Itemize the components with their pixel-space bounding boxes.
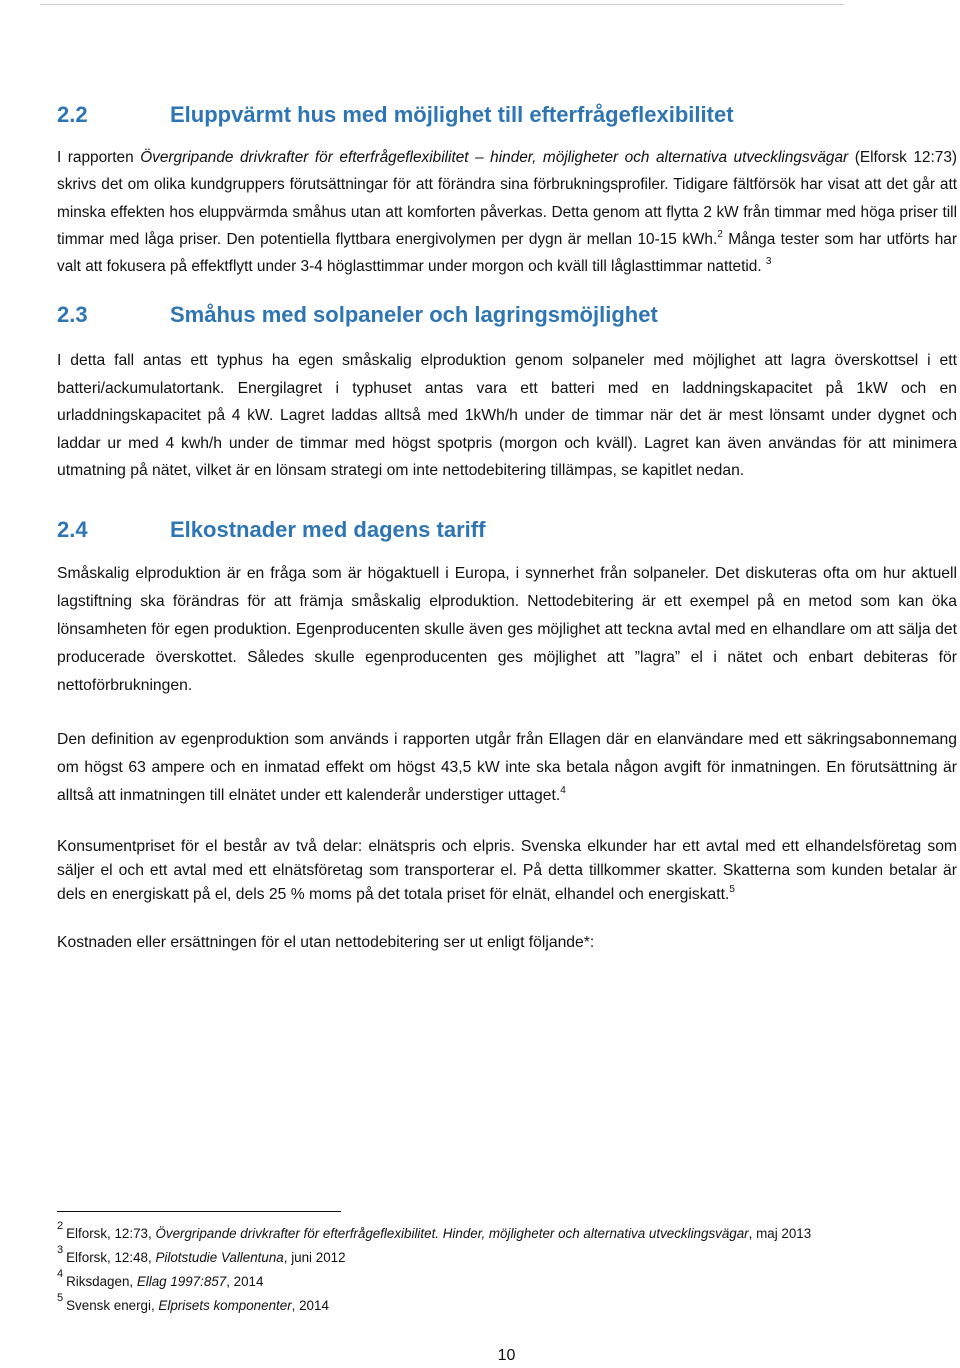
- footnote-title: Elprisets komponenter: [158, 1298, 292, 1313]
- page-content: [57, 98, 957, 955]
- text-run: I rapporten: [57, 149, 141, 166]
- footnote-text: Elforsk, 12:48,: [66, 1250, 156, 1265]
- text-run: Många tester som har utförts har valt att fokusera på effektflytt under 3-4 höglasttimmar under morgon och kväll till låglasttimmar nattetid.: [57, 230, 957, 276]
- section-number: 2.2: [57, 102, 88, 127]
- footnote-ref-4[interactable]: 4: [560, 784, 566, 796]
- paragraph-definition: [57, 726, 957, 810]
- paragraph-elkostnader: Småskalig elproduktion är en fråga som är högaktuell i Europa, i synnerhet från solpaneler. Det diskuteras ofta om hur aktuell lagstiftning ska förändras för att främja småskalig elproduktion. Nettodebitering är ett exempel på en metod som kan öka lönsamheten för egen produktion. Egenproducenten skulle även ges möjlighet att teckna avtal med en elhandlare om att sälja det producerade överskottet. Således skulle egenproducenten ges möjlighet att ”lagra” el i nätet och enbart debiteras för nettoförbrukningen.: [57, 564, 957, 694]
- footnote-text: , 2014: [226, 1274, 264, 1289]
- footnote-text: , 2014: [291, 1298, 329, 1313]
- header-rule: [40, 4, 844, 5]
- section-title: Småhus med solpaneler och lagringsmöjlighet: [170, 302, 658, 328]
- footnote-separator: [57, 1211, 341, 1212]
- footnote-number: 3: [57, 1244, 64, 1256]
- text-run: (Elforsk 12:73) skrivs det om olika kundgruppers förutsättningar för att förändra sina förbrukningsprofiler. Tidigare fältförsök har visat att det går att minska effekten hos eluppvärmda småhus utan att komforten påverkas. Detta genom att flytta 2 kW från timmar med höga priser till timmar med låga priser. Den potentiella flyttbara energivolymen per dygn är mellan 10-15 kWh.: [57, 149, 958, 248]
- section-number: 2.3: [57, 302, 88, 328]
- section-number: 2.4: [57, 516, 88, 542]
- paragraph-konsumentpris: [57, 835, 957, 907]
- section-heading-2-2: [57, 98, 957, 132]
- text-run: Den definition av egenproduktion som används i rapporten utgår från Ellagen där en elanvändare med ett säkringsabonnemang om högst 63 ampere och en inmatad effekt om högst 43,5 kW inte ska betala någon avgift för inmatningen. En förutsättning är alltså att inmatningen till elnätet under ett kalenderår understiger uttaget.: [57, 730, 957, 804]
- footnote-text: Elforsk, 12:73,: [66, 1226, 156, 1241]
- footnote-number: 5: [57, 1292, 64, 1304]
- page-number: 10: [497, 1347, 516, 1364]
- footnote-ref-5[interactable]: 5: [729, 883, 735, 895]
- section-title: Eluppvärmt hus med möjlighet till efterfrågeflexibilitet: [170, 102, 734, 127]
- footnote-item: [57, 1294, 957, 1318]
- section-heading-2-3: [57, 298, 957, 332]
- footnote-ref-2[interactable]: 2: [717, 228, 723, 240]
- footnote-ref-3[interactable]: 3: [765, 256, 772, 268]
- footnote-title: Ellag 1997:857: [136, 1274, 227, 1289]
- paragraph-kostnaden: Kostnaden eller ersättningen för el utan nettodebitering ser ut enligt följande*:: [57, 933, 595, 951]
- footnote-item: [57, 1246, 957, 1270]
- section-title: Elkostnader med dagens tariff: [170, 516, 486, 542]
- paragraph-eluppvarmt: [57, 144, 957, 280]
- footnote-title: Övergripande drivkrafter för efterfrågeflexibilitet. Hinder, möjligheter och alternativa utvecklingsvägar: [155, 1226, 749, 1241]
- footnote-item: [57, 1270, 957, 1294]
- footnote-text: , maj 2013: [748, 1226, 812, 1241]
- footnote-number: 2: [57, 1220, 64, 1232]
- footnote-text: Riksdagen,: [66, 1274, 137, 1289]
- footnote-item: [57, 1222, 957, 1246]
- section-heading-2-4: [57, 513, 957, 547]
- footnote-title: Pilotstudie Vallentuna: [155, 1250, 284, 1265]
- footnotes: [57, 1222, 957, 1318]
- footnote-text: , juni 2012: [283, 1250, 346, 1265]
- text-run: Konsumentpriset för el består av två delar: elnätspris och elpris. Svenska elkunder har ett avtal med ett elhandelsföretag som säljer el och ett avtal med ett elnätsföretag som transporterar el. På detta tillkommer skatter. Skatterna som kunden betalar är dels en energiskatt på el, dels 25 % moms på det totala priset för elnät, elhandel och energiskatt.: [57, 837, 957, 903]
- footnote-number: 4: [57, 1268, 64, 1280]
- paragraph-solpaneler: I detta fall antas ett typhus ha egen småskalig elproduktion genom solpaneler med möjlighet att lagra överskottsel i ett batteri/ackumulatortank. Energilagret i typhuset antas vara ett batteri med en laddningskapacitet på 1kW och en urladdningskapacitet på 4 kW. Lagret laddas alltså med 1kWh/h under de timmar när det är mest lönsamt under dygnet och laddar ur med 4 kwh/h under de timmar med högst spotpris (morgon och kväll). Lagret kan även användas för att minimera utmatning på nätet, vilket är en lönsam strategi om inte nettodebitering tillämpas, se kapitlet nedan.: [57, 352, 957, 480]
- report-title-italic: Övergripande drivkrafter för efterfrågeflexibilitet – hinder, möjligheter och alternativa utvecklingsvägar: [140, 149, 849, 166]
- footnote-text: Svensk energi,: [66, 1298, 159, 1313]
